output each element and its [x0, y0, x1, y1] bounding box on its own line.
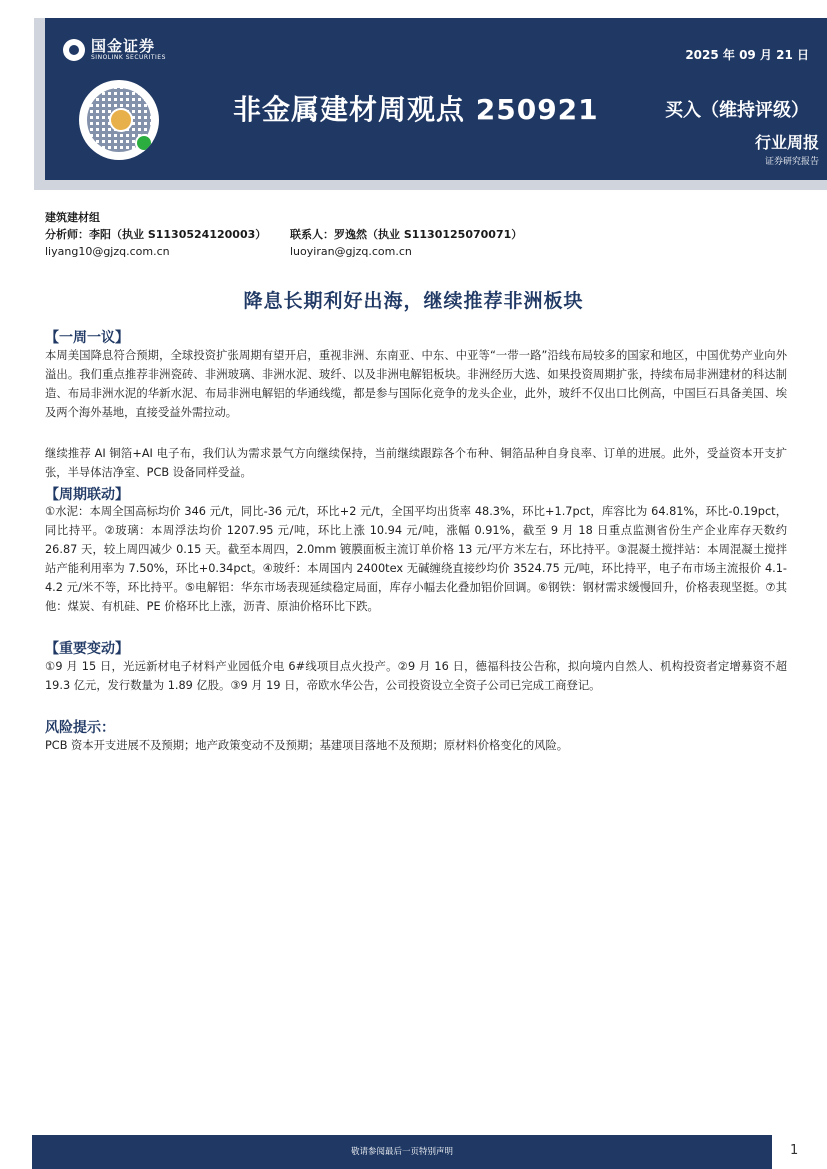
section-weekly-view-para2: 继续推荐 AI 铜箔+AI 电子布，我们认为需求景气方向继续保持，当前继续跟踪各个布种、铜箔品种自身良率、订单的进展。此外，受益资本开支扩张，半导体洁净室、PCB 设备同样受益。: [45, 447, 787, 479]
report-subtype: 证券研究报告: [764, 157, 819, 167]
company-logo: [63, 38, 166, 62]
analyst-name: 分析师：李阳（执业 S1130524120003）: [45, 228, 267, 241]
report-date: 2025 年 09 月 21 日: [685, 48, 809, 62]
qr-code-icon: [79, 80, 159, 160]
analyst-email[interactable]: liyang10@gjzq.com.cn: [45, 245, 170, 258]
logo-name-en: SINOLINK SECURITIES: [91, 54, 166, 61]
page-footer: [0, 1135, 827, 1169]
contact-email[interactable]: luoyiran@gjzq.com.cn: [290, 245, 412, 258]
analyst-group: 建筑建材组: [45, 211, 100, 224]
section-changes-para: ①9 月 15 日，光远新材电子材料产业园低介电 6#线项目点火投产。②9 月 16 日，德福科技公告称，拟向境内自然人、机构投资者定增募资不超 19.3 亿元，发行数量为 1.89 亿股。③9 月 19 日，帝欧水华公告，公司投资设立全资子公司已完成工商登记。: [45, 660, 787, 692]
rating-label: 买入（维持评级）: [665, 100, 809, 121]
logo-icon: [63, 39, 85, 61]
section-title-weekly-view: 【一周一议】: [45, 330, 129, 346]
wechat-icon: [135, 134, 153, 152]
logo-name-cn: 国金证券: [91, 37, 156, 55]
report-type: 行业周报: [754, 133, 819, 152]
section-weekly-view-para1: 本周美国降息符合预期，全球投资扩张周期有望开启，重视非洲、东南亚、中东、中亚等“一带一路”沿线布局较多的国家和地区，中国优势产业向外溢出。我们重点推荐非洲瓷砖、非洲玻璃、非洲水泥、玻纤、以及非洲电解铝板块。非洲经历大选、如果投资周期扩张，持续布局非洲建材的科达制造、布局非洲水泥的华新水泥、布局非洲电解铝的华通线缆，都是参与国际化竞争的龙头企业，此外，玻纤不仅出口比例高，中国巨石具备美国、埃及两个海外基地，直接受益外需拉动。: [45, 349, 787, 419]
report-title: 非金属建材周观点 250921: [233, 93, 599, 126]
contact-name: 联系人：罗逸然（执业 S1130125070071）: [290, 228, 523, 241]
section-cycle-para: ①水泥：本周全国高标均价 346 元/t，同比-36 元/t，环比+2 元/t，全国平均出货率 48.3%，环比+1.7pct，库容比为 64.81%，环比-0.19pct，同比持平。②玻璃：本周浮法均价 1207.95 元/吨，环比上涨 10.94 元/吨，涨幅 0.91%，截至 9 月 18 日重点监测省份生产企业库存天数约 26.87 天，较上周四减少 0.15 天。截至本周四，2.0mm 镀膜面板主流订单价格 13 元/平方米左右，环比持平。③混凝土搅拌站：本周混凝土搅拌站产能利用率为 7.50%，环比+0.34pct。④玻纤：本周国内 2400tex 无碱缠绕直接纱均价 3524.75 元/吨，环比持平，电子布市场主流报价 4.1-4.2 元/米不等，环比持平。⑤电解铝：华东市场表现延续稳定局面，库存小幅去化叠加铝价回调。⑥钢铁：钢材需求缓慢回升，价格表现坚挺。⑦其他：煤炭、有机硅、PE 价格环比上涨，沥青、原油价格环比下跌。: [45, 505, 787, 613]
page-number: 1: [790, 1143, 799, 1158]
section-title-risk: 风险提示：: [45, 720, 115, 736]
header-banner: [45, 18, 827, 180]
section-risk-para: PCB 资本开支进展不及预期；地产政策变动不及预期；基建项目落地不及预期；原材料价格变化的风险。: [45, 739, 569, 752]
section-title-changes: 【重要变动】: [45, 641, 129, 657]
page-headline: 降息长期利好出海，继续推荐非洲板块: [243, 290, 584, 312]
section-title-cycle: 【周期联动】: [45, 487, 129, 503]
footer-disclaimer: 敬请参阅最后一页特别声明: [350, 1147, 453, 1157]
